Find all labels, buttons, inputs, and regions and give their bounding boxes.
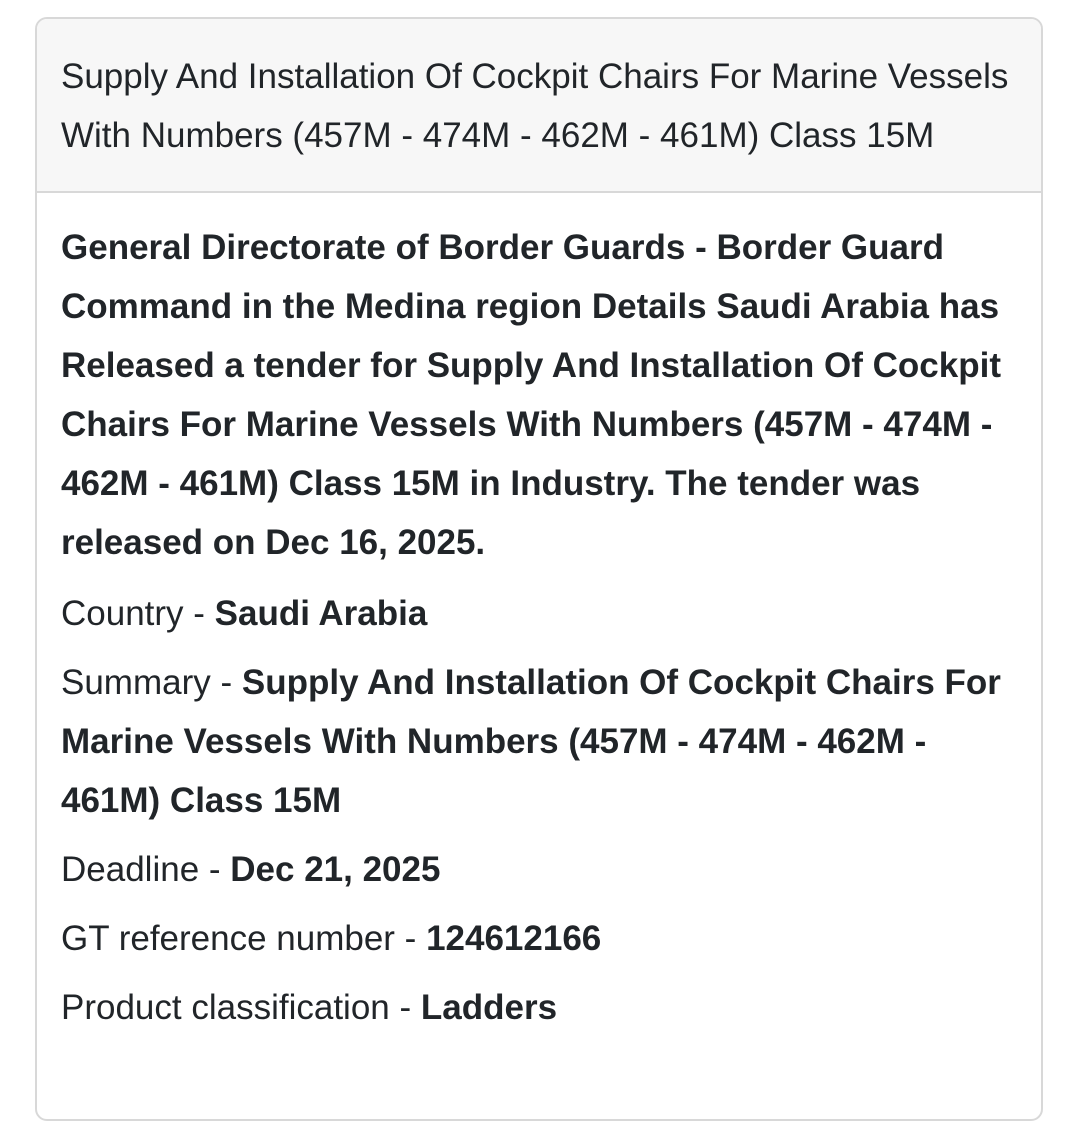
product-classification-value: Ladders <box>420 988 558 1027</box>
country-row <box>61 584 1017 643</box>
country-label: Country - <box>61 594 215 633</box>
description-prefix: General Directorate of Border Guards - Border Guard Command in the Medina region Details Saudi Arabia has Released a tender for <box>61 228 1000 385</box>
summary-label: Summary - <box>61 663 242 702</box>
summary-row <box>61 653 1017 830</box>
product-classification-label: Product classification - <box>61 988 421 1027</box>
gt-reference-label: GT reference number - <box>61 919 427 958</box>
tender-card <box>35 17 1043 1121</box>
deadline-row <box>61 840 1017 899</box>
description-suffix: in Industry. The tender was released on Dec 16, 2025. <box>61 464 921 562</box>
product-classification-row <box>61 978 1017 1037</box>
description-highlight: Supply And Installation Of Cockpit Chairs For Marine Vessels With Numbers (457M - 474M - 462M - 461M) Class 15M <box>61 346 1001 503</box>
deadline-label: Deadline - <box>61 850 231 889</box>
summary-value: Supply And Installation Of Cockpit Chairs For Marine Vessels With Numbers (457M - 474M - 462M - 461M) Class 15M <box>61 663 1001 820</box>
tender-description <box>61 218 1017 572</box>
gt-reference-row <box>61 909 1017 968</box>
tender-details <box>37 193 1041 1071</box>
deadline-value: Dec 21, 2025 <box>230 850 441 889</box>
gt-reference-value: 124612166 <box>426 919 602 958</box>
country-value: Saudi Arabia <box>214 594 428 633</box>
tender-title: Supply And Installation Of Cockpit Chairs For Marine Vessels With Numbers (457M - 474M - 462M - 461M) Class 15M <box>37 19 1041 193</box>
